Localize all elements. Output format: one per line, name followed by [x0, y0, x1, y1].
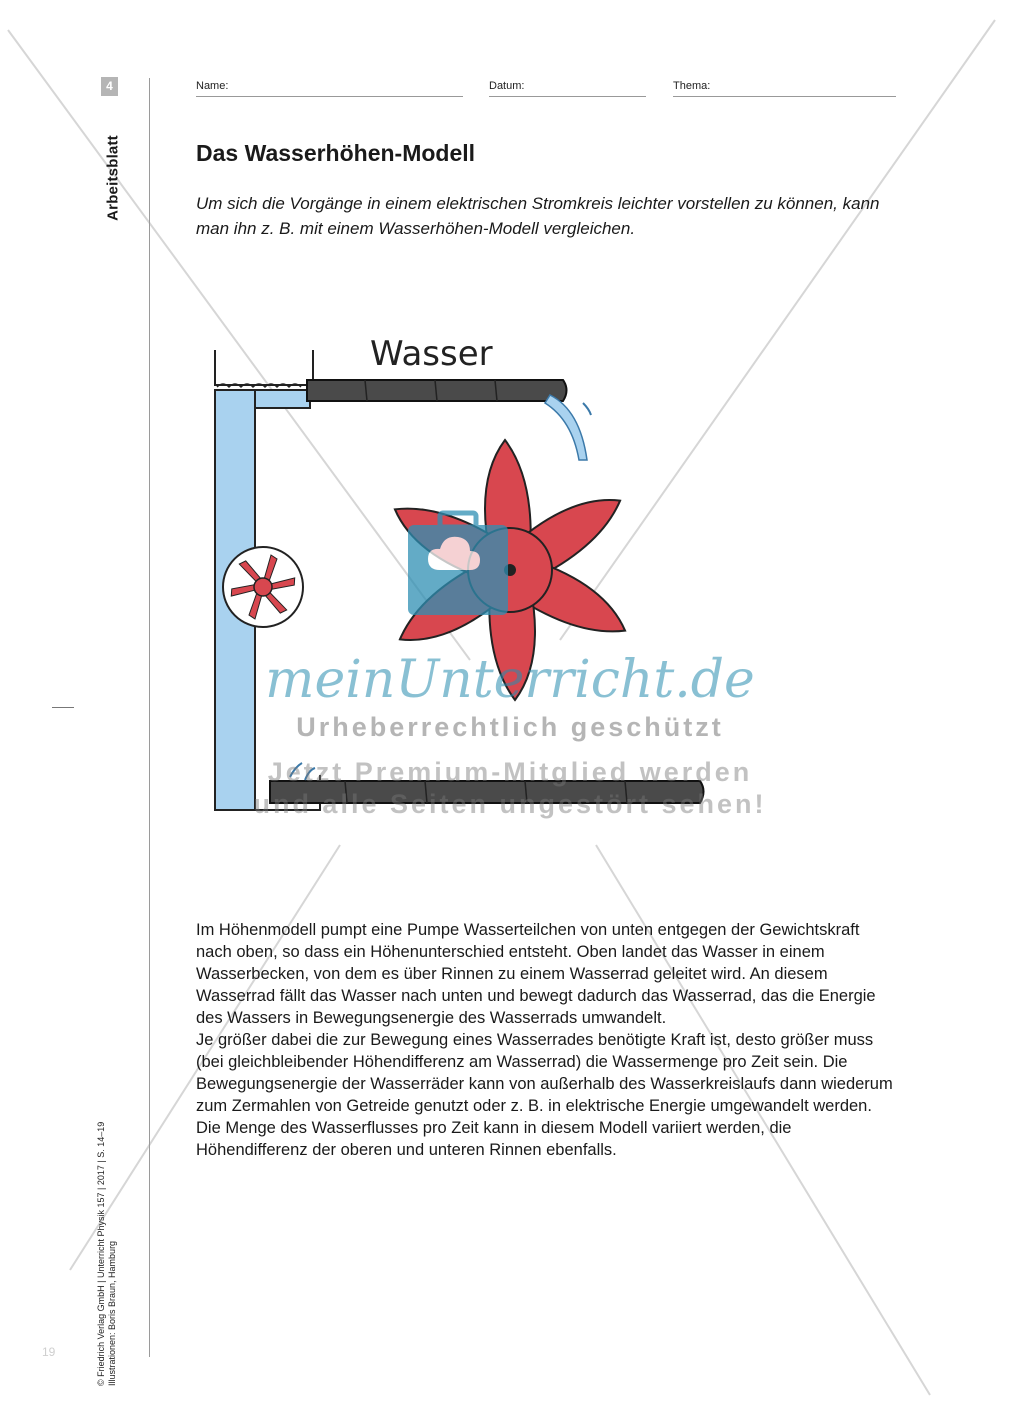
- name-field-line[interactable]: [196, 96, 463, 97]
- upper-basin: [215, 350, 313, 385]
- topic-label: Thema:: [673, 80, 711, 92]
- intro-text: Um sich die Vorgänge in einem elektrischen Stromkreis leichter vorstellen zu können, kann man ihn z. B. mit einem Wasserhöhen-Modell vergleichen.: [196, 194, 880, 238]
- watermark-brand: meinUnterricht.de: [265, 650, 755, 710]
- watermark-line-1: Urheberrechtlich geschützt: [296, 712, 724, 742]
- watermark-line-2: Jetzt Premium-Mitglied werden: [267, 757, 753, 787]
- page-title: Das Wasserhöhen-Modell: [196, 140, 476, 166]
- watermark-line-3: und alle Seiten ungestört sehen!: [253, 789, 767, 819]
- body-paragraph: Je größer dabei die zur Bewegung eines Wasserrades benötigte Kraft ist, desto größer muss (bei gleichbleibender Höhendifferenz am Wasserrad) die Wassermenge pro Zeit sein. Die Bewegungsenergie der Wasserräder kann von außerhalb des Wasserkreislaufs dann wiederum zum Zermahlen von Getreide genutzt oder z. B. in elektrische Energie umgewandelt werden.: [196, 1031, 893, 1115]
- worksheet-type-label: Arbeitsblatt: [104, 135, 122, 221]
- page-number-box: 4: [101, 77, 118, 96]
- body-paragraph: Die Menge des Wasserflusses pro Zeit kann in diesem Modell variiert werden, die Höhendifferenz der oberen und unteren Rinnen ebenfalls.: [196, 1119, 792, 1159]
- name-label: Name:: [196, 80, 229, 92]
- margin-tick: [52, 707, 74, 708]
- copyright-line: © Friedrich Verlag GmbH | Unterricht Physik 157 | 2017 | S. 14–19: [96, 1121, 106, 1386]
- illustration-credit-line: Illustrationen: Boris Braun, Hamburg: [107, 1240, 117, 1386]
- wasser-label: Wasser: [370, 334, 493, 374]
- watermark-briefcase-icon: [408, 513, 508, 615]
- footer-credit: [96, 1122, 118, 1386]
- footer-page-number: 19: [42, 1345, 56, 1359]
- topic-field-line[interactable]: [673, 96, 896, 97]
- body-text: [196, 919, 896, 1161]
- water-stream: [545, 395, 587, 460]
- pump-icon: [223, 547, 303, 627]
- date-field-line[interactable]: [489, 96, 646, 97]
- date-label: Datum:: [489, 80, 525, 92]
- body-paragraph: Im Höhenmodell pumpt eine Pumpe Wasserteilchen von unten entgegen der Gewichtskraft nach oben, so dass ein Höhenunterschied entsteht. Oben landet das Wasser in einem Wasserbecken, von dem es über Rinnen zu einem Wasserrad geleitet wird. An diesem Wasserrad fällt das Wasser nach unten und bewegt dadurch das Wasserrad, das die Energie des Wassers in Bewegungsenergie des Wasserrads umwandelt.: [196, 921, 876, 1027]
